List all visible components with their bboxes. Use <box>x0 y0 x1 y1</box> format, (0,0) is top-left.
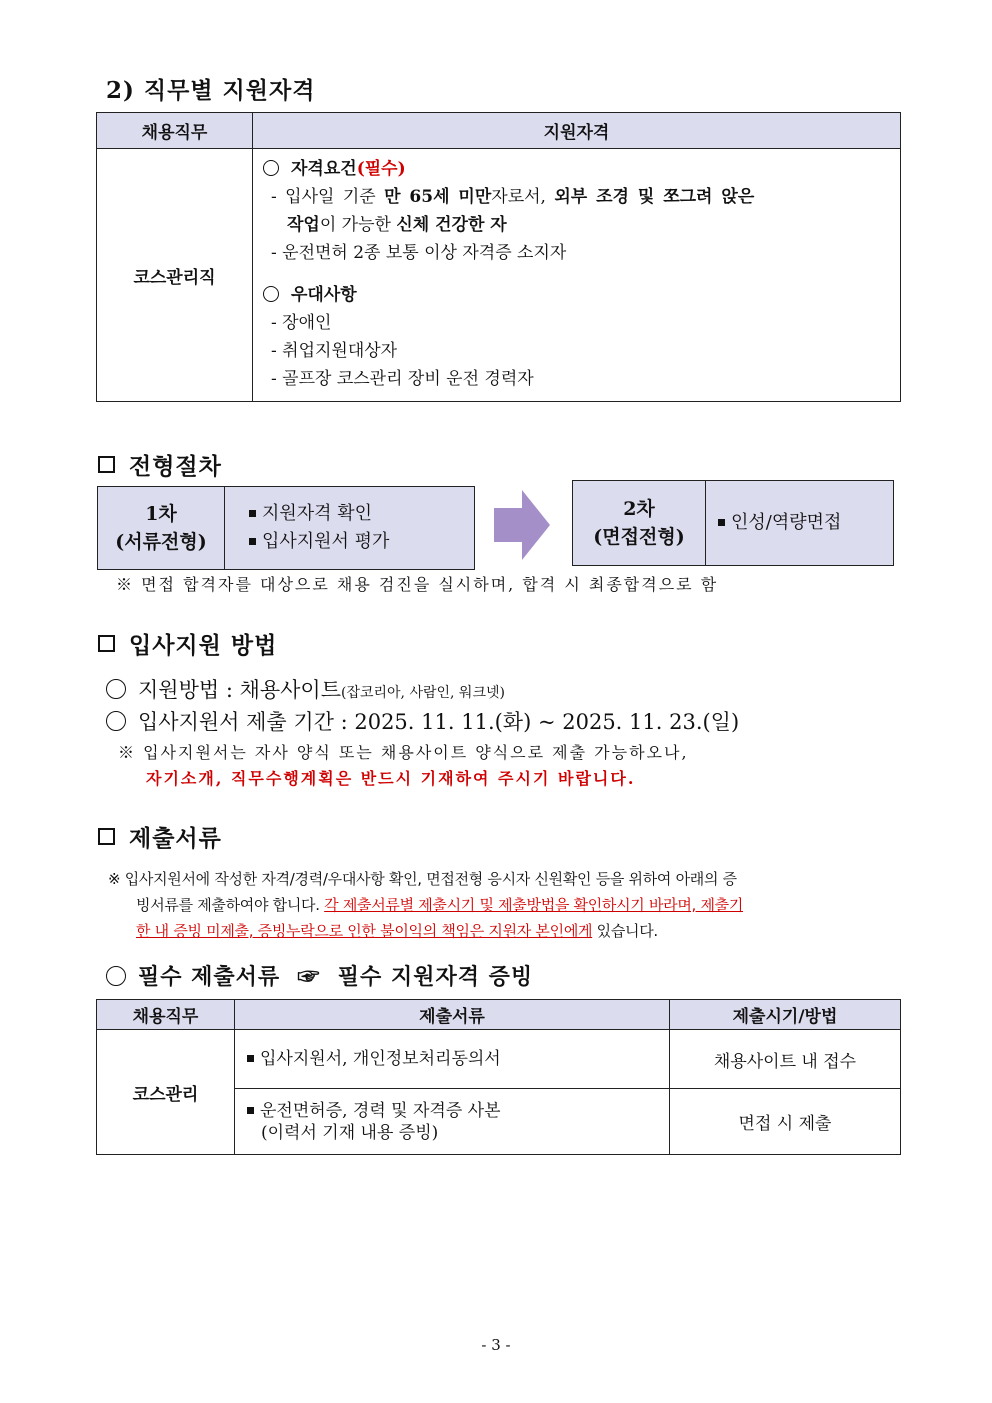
page-number: - 3 - <box>481 1336 511 1354</box>
docs-note-line-2: 빙서류를 제출하여야 합니다. 각 제출서류별 제출시기 및 제출방법을 확인하시기 바라며, 제출기 <box>136 896 744 914</box>
circle-icon <box>106 711 126 731</box>
req-item-2: - 운전면허 2종 보통 이상 자격증 소지자 <box>271 243 567 263</box>
pref-title: 우대사항 <box>263 281 890 309</box>
header-qualification: 지원자격 <box>253 113 901 149</box>
stage-2-body <box>706 481 893 565</box>
job-cell: 코스관리직 <box>97 149 253 402</box>
bullet-square-icon <box>247 1107 254 1114</box>
header-job: 채용직무 <box>97 113 253 149</box>
header-timing: 제출시기/방법 <box>670 1000 901 1030</box>
section-qualification-title: 2) 직무별 지원자격 <box>106 77 316 104</box>
process-stage-1 <box>97 486 475 570</box>
bullet-square-icon <box>247 1055 254 1062</box>
process-stage-2 <box>572 480 894 566</box>
bullet-square-icon <box>249 538 256 545</box>
stage-2-label: 2차 (면접전형) <box>573 481 706 565</box>
checkbox-square-icon <box>98 828 115 845</box>
req-item-1-cont: 작업이 가능한 신체 건강한 자 <box>287 215 507 235</box>
pref-item: - 장애인 <box>271 313 332 333</box>
apply-note-2: 자기소개, 직무수행계획은 반드시 기재하여 주시기 바랍니다. <box>146 769 636 788</box>
qualification-table <box>96 112 901 402</box>
header-docs: 제출서류 <box>235 1000 670 1030</box>
docs-row-2-doc: 운전면허증, 경력 및 자격증 사본 (이력서 기재 내용 증빙) <box>235 1089 670 1155</box>
stage-1-item: 지원자격 확인 <box>249 500 474 528</box>
pref-item: - 취업지원대상자 <box>271 341 398 361</box>
apply-note-1: ※ 입사지원서는 자사 양식 또는 채용사이트 양식으로 제출 가능하오나, <box>118 743 689 762</box>
circle-icon <box>263 286 279 302</box>
header-job: 채용직무 <box>97 1000 235 1030</box>
pref-item: - 골프장 코스관리 장비 운전 경력자 <box>271 369 534 389</box>
apply-period: 입사지원서 제출 기간 : 2025. 11. 11.(화) ~ 2025. 11. 23.(일) <box>106 706 739 736</box>
section-docs-title: 제출서류 <box>98 820 222 853</box>
docs-row-1-when: 채용사이트 내 접수 <box>670 1030 901 1089</box>
circle-icon <box>106 966 126 986</box>
docs-job-cell: 코스관리 <box>97 1030 235 1155</box>
section-process-title: 전형절차 <box>98 448 222 481</box>
docs-row-1-doc: 입사지원서, 개인정보처리동의서 <box>235 1030 670 1089</box>
docs-table <box>96 999 901 1155</box>
checkbox-square-icon <box>98 456 115 473</box>
req-item-1: - 입사일 기준 만 65세 미만자로서, 외부 조경 및 쪼그려 앉은 <box>271 187 755 207</box>
required-docs-title: 필수 제출서류 ☞ 필수 지원자격 증빙 <box>106 960 533 991</box>
bullet-square-icon <box>249 510 256 517</box>
circle-icon <box>106 679 126 699</box>
checkbox-square-icon <box>98 635 115 652</box>
stage-1-item: 입사지원서 평가 <box>249 528 474 556</box>
docs-note-line-1: ※ 입사지원서에 작성한 자격/경력/우대사항 확인, 면접전형 응시자 신원확인 등을 위하여 아래의 증 <box>108 870 737 888</box>
req-title: 자격요건(필수) <box>263 155 890 183</box>
bullet-square-icon <box>718 519 725 526</box>
docs-note <box>108 866 908 944</box>
circle-icon <box>263 160 279 176</box>
qualification-cell <box>253 149 901 402</box>
process-note: ※ 면접 합격자를 대상으로 채용 검진을 실시하며, 합격 시 최종합격으로 함 <box>116 575 719 594</box>
docs-note-line-3: 한 내 증빙 미제출, 증빙누락으로 인한 불이익의 책임은 지원자 본인에게 있습니다. <box>136 922 658 940</box>
arrow-right-icon <box>494 490 550 560</box>
apply-method: 지원방법 : 채용사이트(잡코리아, 사람인, 워크넷) <box>106 674 505 704</box>
stage-1-body <box>225 487 474 569</box>
stage-1-label: 1차 (서류전형) <box>98 487 225 569</box>
section-apply-title: 입사지원 방법 <box>98 627 277 660</box>
stage-2-item: 인성/역량면접 <box>718 509 893 537</box>
docs-row-2-when: 면접 시 제출 <box>670 1089 901 1155</box>
